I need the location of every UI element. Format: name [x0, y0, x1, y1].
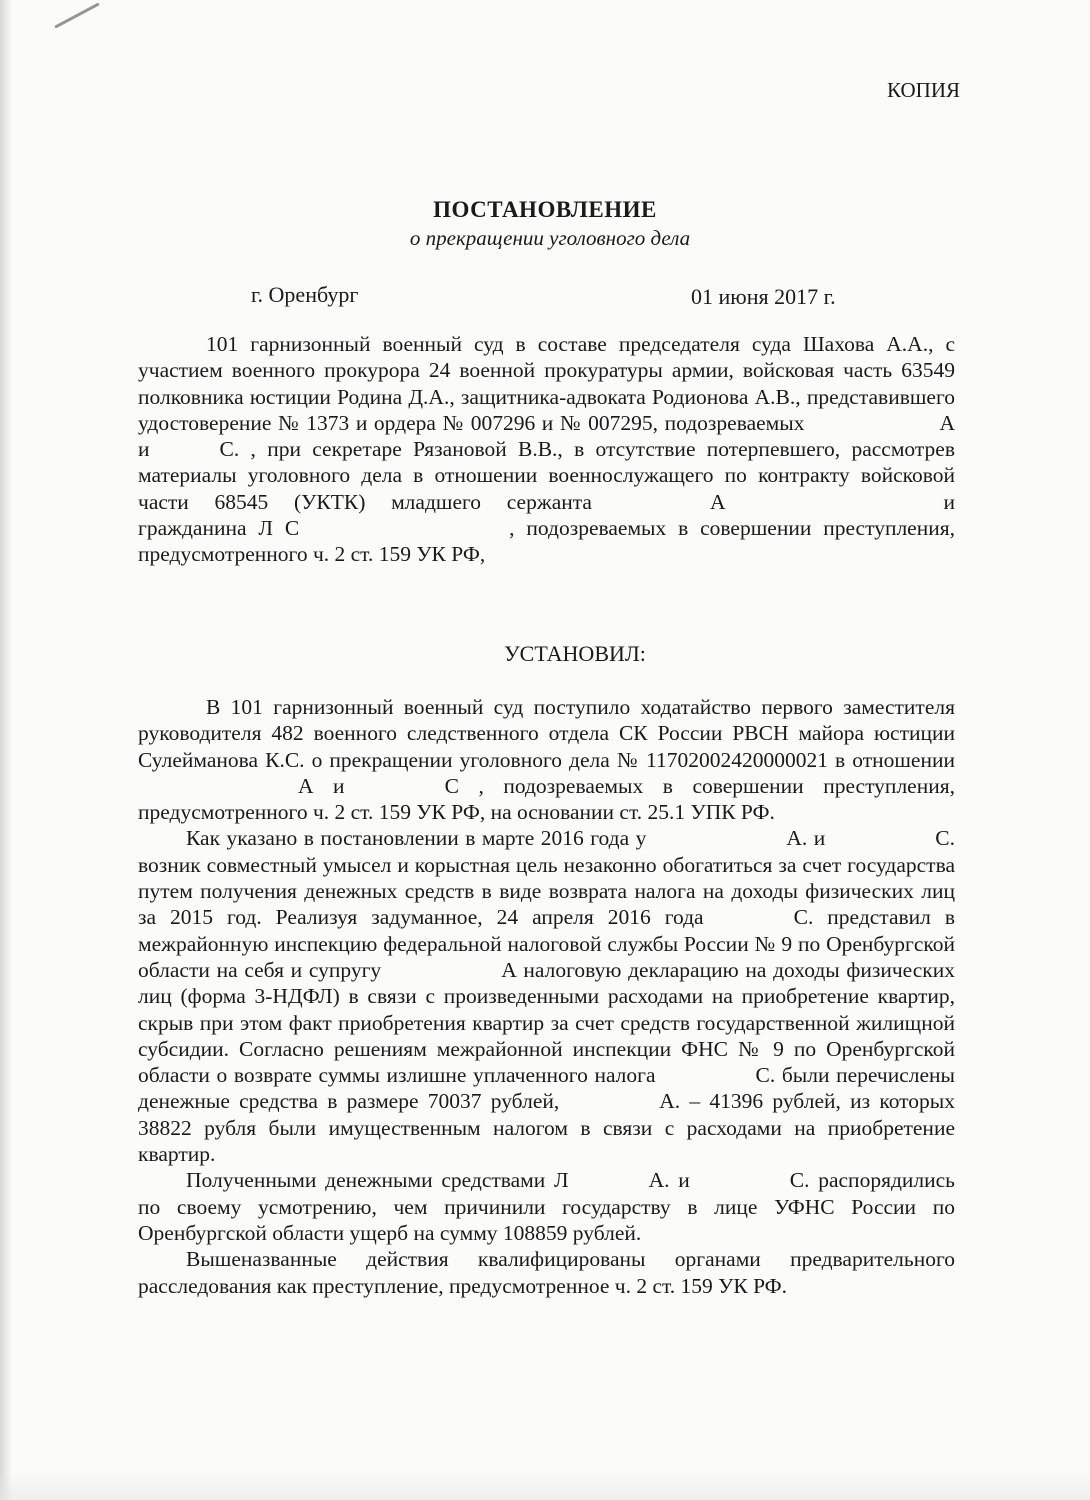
intro-paragraph: [138, 331, 955, 568]
paragraph-3b: А. и: [648, 1168, 690, 1193]
intro-text-3a: А: [709, 489, 726, 514]
pen-mark: [54, 2, 100, 28]
paragraph-1b: А и: [298, 773, 345, 798]
paragraph-1d: подозреваемых в совершении преступления, предусмотренного ч. 2 ст. 159 УК РФ, на основании ст. 25.1 УПК РФ.: [138, 773, 955, 825]
paragraph-1c: С ,: [444, 773, 484, 798]
paragraph-2e: А налоговую декларацию на доходы физических лиц (форма 3-НДФЛ) в связи с произведенными расходами на приобретение квартир, скрыв при этом факт приобретения квартир за счет средств государственной жилищной субсидии. Согласно решениям межрайонной инспекции ФНС № 9 по Оренбургской области о возврате суммы излишне уплаченного налога: [138, 957, 955, 1088]
intro-text-3b: и гражданина Л: [138, 489, 955, 541]
page-bottom-shadow: [0, 1470, 1090, 1500]
intro-text-2c: С. , при секретаре Рязановой В.В., в отсутствие потерпевшего, рассмотрев материалы уголовного дела в отношении военнослужащего по контракту войсковой части 68545 (УКТК) младшего сержанта: [138, 437, 955, 514]
intro-text-4b: , подозреваемых в совершении преступления, предусмотренного ч. 2 ст. 159 УК РФ,: [138, 516, 955, 567]
page-edge-shadow: [0, 0, 12, 1500]
section-heading-established: УСТАНОВИЛ:: [504, 641, 646, 666]
paragraph-1a: В 101 гарнизонный военный суд поступило ходатайство первого заместителя руководителя 482 военного следственного отдела СК России РВСН майора юстиции Сулейманова К.С. о прекращении уголовного дела № 11702002420000021 в отношении: [138, 695, 955, 772]
city: г. Оренбург: [251, 282, 359, 307]
body-text: [138, 694, 955, 1299]
document-title: ПОСТАНОВЛЕНИЕ: [433, 197, 657, 222]
document-subtitle: о прекращении уголовного дела: [409, 226, 691, 250]
paragraph-2c: С. возник совместный умысел и корыстная цель незаконно обогатиться за счет государства путем получения денежных средств в виде возврата налога на доходы физических лиц за 2015 год. Реализуя задуманное, 24 апреля 2016 года: [138, 826, 955, 930]
paragraph-2d: С. представил в межрайонную инспекцию федеральной налоговой службы России № 9 по Оренбургской области на себя и супругу: [138, 905, 956, 982]
paragraph-2g: А. – 41396 рублей, из которых 38822 рубля были имущественным налогом в связи с расходами на приобретение квартир.: [138, 1089, 955, 1167]
document-date: 01 июня 2017 г.: [691, 284, 836, 309]
intro-text-2a: подозреваемых: [664, 410, 805, 435]
intro-text-4a: С: [284, 516, 300, 541]
paragraph-3a: Полученными денежными средствами Л: [186, 1168, 569, 1193]
copy-label: КОПИЯ: [887, 78, 960, 102]
intro-text-2b: А и: [138, 410, 956, 462]
paragraph-2b: А. и: [786, 826, 826, 851]
paragraph-2f: С. были перечислены денежные средства в размере 70037 рублей,: [138, 1063, 955, 1114]
paragraph-4: Вышеназванные действия квалифицированы органами предварительного расследования как преступление, предусмотренное ч. 2 ст. 159 УК РФ.: [138, 1247, 955, 1298]
paragraph-2a: Как указано в постановлении в марте 2016 года у: [186, 826, 647, 851]
intro-text-1: 101 гарнизонный военный суд в составе председателя суда Шахова А.А., с участием военного прокурора 24 военной прокуратуры армии, войсковая часть 63549 полковника юстиции Родина Д.А., защитника-адвоката Родионова А.В., представившего удостоверение № 1373 и ордера № 007296 и № 007295,: [138, 332, 955, 435]
paragraph-3c: С. распорядились по своему усмотрению, чем причинили государству в лице УФНС России по Оренбургской области ущерб на сумму 108859 рублей.: [138, 1168, 955, 1245]
